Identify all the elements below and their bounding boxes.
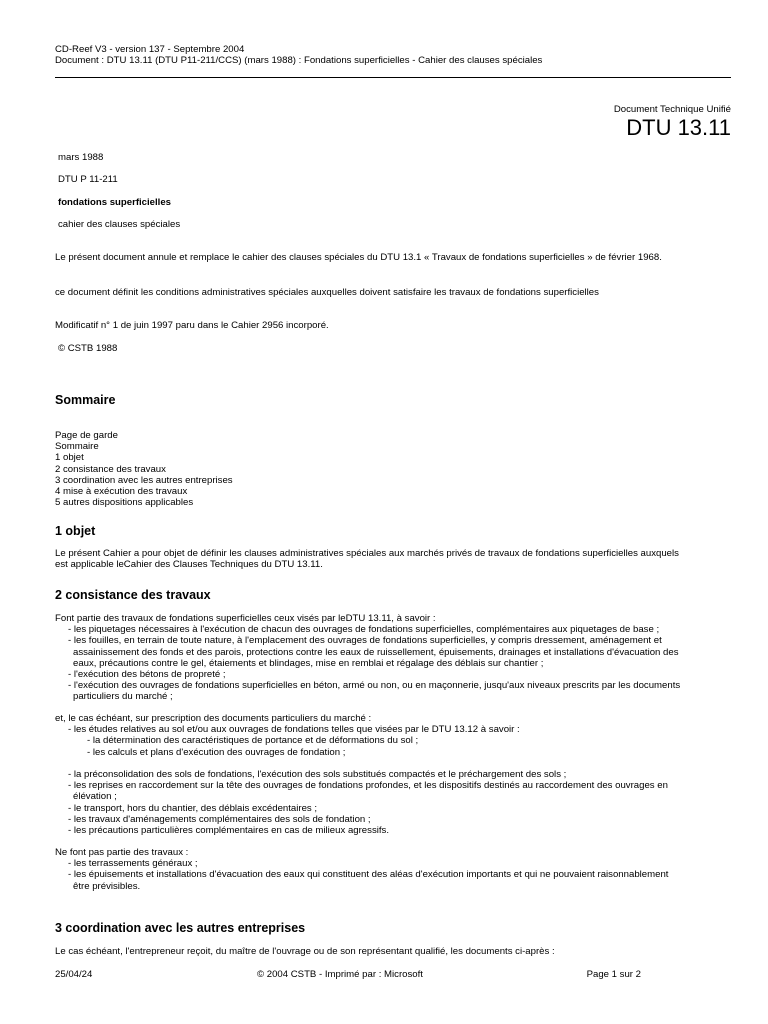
section-2-exclusions bbox=[55, 847, 735, 892]
toc-link-coordination[interactable]: 3 coordination avec les autres entreprises bbox=[55, 474, 233, 486]
section-2-body bbox=[55, 613, 735, 703]
list-item-continuation: particuliers du marché ; bbox=[73, 691, 173, 703]
list-item-continuation: eaux, précautions contre le gel, étaiements et blindages, mise en remblai et régalage des déblais sur chantier ; bbox=[73, 657, 544, 669]
section-1-line: Le présent Cahier a pour objet de définir les clauses administratives spéciales aux marchés privés de travaux de fondations superficielles auxquels bbox=[55, 548, 679, 559]
section-2-optional-works bbox=[55, 713, 735, 758]
toc-link-objet[interactable]: 1 objet bbox=[55, 452, 84, 464]
list-item-continuation: assainissement des fonds et des parois, protections contre les eaux de ruissellement, épuisements, drainages et installations d'évacuation des bbox=[73, 646, 679, 658]
section-3-line: Le cas échéant, l'entrepreneur reçoit, du maître de l'ouvrage ou de son représentant qualifié, les documents ci-après : bbox=[55, 946, 555, 957]
intro-paragraph-1: Le présent document annule et remplace le cahier des clauses spéciales du DTU 13.1 « Travaux de fondations superficielles » de février 1968. bbox=[55, 252, 662, 263]
intro-paragraph-3: Modificatif n° 1 de juin 1997 paru dans le Cahier 2956 incorporé. bbox=[55, 320, 329, 331]
intro-paragraph-2: ce document définit les conditions administratives spéciales auxquelles doivent satisfaire les travaux de fondations superficielles bbox=[55, 287, 599, 298]
toc-link-page-de-garde[interactable]: Page de garde bbox=[55, 430, 118, 441]
list-item: - la préconsolidation des sols de fondations, l'exécution des sols substitués compactés et le préchargement des sols ; bbox=[68, 769, 567, 780]
toc-link-consistance[interactable]: 2 consistance des travaux bbox=[55, 463, 166, 475]
footer-date: 25/04/24 bbox=[55, 969, 93, 980]
print-header bbox=[55, 44, 735, 66]
section-2-intro: Font partie des travaux de fondations superficielles ceux visés par leDTU 13.11, à savoir : bbox=[55, 613, 436, 624]
footer-copyright: © 2004 CSTB - Imprimé par : Microsoft bbox=[257, 969, 423, 980]
section-1-heading: 1 objet bbox=[55, 524, 96, 538]
list-item: - l'exécution des ouvrages de fondations superficielles en béton, armé ou non, ou en maçonnerie, jusqu'aux niveaux prescrits par les documents bbox=[68, 680, 681, 692]
header-divider bbox=[55, 77, 731, 78]
sub-list-item: - la détermination des caractéristiques de portance et de déformations du sol ; bbox=[87, 735, 419, 747]
section-2-intro-c: Ne font pas partie des travaux : bbox=[55, 847, 189, 858]
section-3-heading: 3 coordination avec les autres entreprises bbox=[55, 921, 306, 935]
document-title: fondations superficielles bbox=[58, 197, 172, 208]
list-item: - le transport, hors du chantier, des déblais excédentaires ; bbox=[68, 802, 318, 814]
toc-link-sommaire[interactable]: Sommaire bbox=[55, 441, 99, 453]
document-type: Document Technique Unifié bbox=[613, 104, 731, 115]
toc-link-autres-dispositions[interactable]: 5 autres dispositions applicables bbox=[55, 497, 194, 509]
list-item: - les piquetages nécessaires à l'exécution de chacun des ouvrages de fondations superficielles, complémentaires aux piquetages de base ; bbox=[68, 624, 660, 636]
list-item-continuation: élévation ; bbox=[73, 791, 117, 803]
list-item: - les fouilles, en terrain de toute nature, à l'emplacement des ouvrages de fondations superficielles, y compris dressement, aménagement et bbox=[68, 635, 662, 647]
header-line-2: Document : DTU 13.11 (DTU P11-211/CCS) (mars 1988) : Fondations superficielles - Cahier des clauses spéciales bbox=[55, 55, 543, 67]
list-item: - les terrassements généraux ; bbox=[68, 858, 198, 870]
sub-list-item: - les calculs et plans d'exécution des ouvrages de fondation ; bbox=[87, 746, 346, 758]
section-1-line: est applicable leCahier des Clauses Techniques du DTU 13.11. bbox=[55, 559, 323, 571]
document-reference: DTU P 11-211 bbox=[58, 174, 118, 185]
list-item: - les reprises en raccordement sur la tête des ouvrages de fondations profondes, et les dispositifs destinés au raccordement des ouvrages en bbox=[68, 780, 668, 792]
toc-link-mise-a-execution[interactable]: 4 mise à exécution des travaux bbox=[55, 486, 188, 498]
document-subtitle: cahier des clauses spéciales bbox=[58, 219, 181, 230]
print-footer bbox=[55, 969, 641, 981]
copyright-notice: © CSTB 1988 bbox=[58, 343, 118, 354]
footer-page-number: Page 1 sur 2 bbox=[586, 969, 641, 980]
list-item: - les études relatives au sol et/ou aux ouvrages de fondations telles que visées par le DTU 13.12 à savoir : bbox=[68, 724, 520, 736]
list-item-continuation: être prévisibles. bbox=[73, 880, 141, 892]
list-item: - l'exécution des bétons de propreté ; bbox=[68, 669, 226, 681]
header-line-1: CD-Reef V3 - version 137 - Septembre 2004 bbox=[55, 44, 245, 55]
list-item: - les précautions particulières complémentaires en cas de milieux agressifs. bbox=[68, 825, 389, 837]
list-item: - les épuisements et installations d'évacuation des eaux qui constituent des aléas d'exécution importants et qui ne pouvaient raisonnablement bbox=[68, 869, 669, 881]
document-id: DTU 13.11 bbox=[626, 115, 731, 140]
section-2-optional-works-cont bbox=[55, 769, 735, 836]
sommaire-heading: Sommaire bbox=[55, 393, 116, 407]
section-2-heading: 2 consistance des travaux bbox=[55, 588, 211, 602]
list-item: - les travaux d'aménagements complémentaires des sols de fondation ; bbox=[68, 813, 371, 825]
table-of-contents bbox=[55, 430, 233, 508]
document-date: mars 1988 bbox=[58, 152, 104, 163]
section-1-body bbox=[55, 548, 735, 570]
section-2-intro-b: et, le cas échéant, sur prescription des documents particuliers du marché : bbox=[55, 713, 372, 724]
